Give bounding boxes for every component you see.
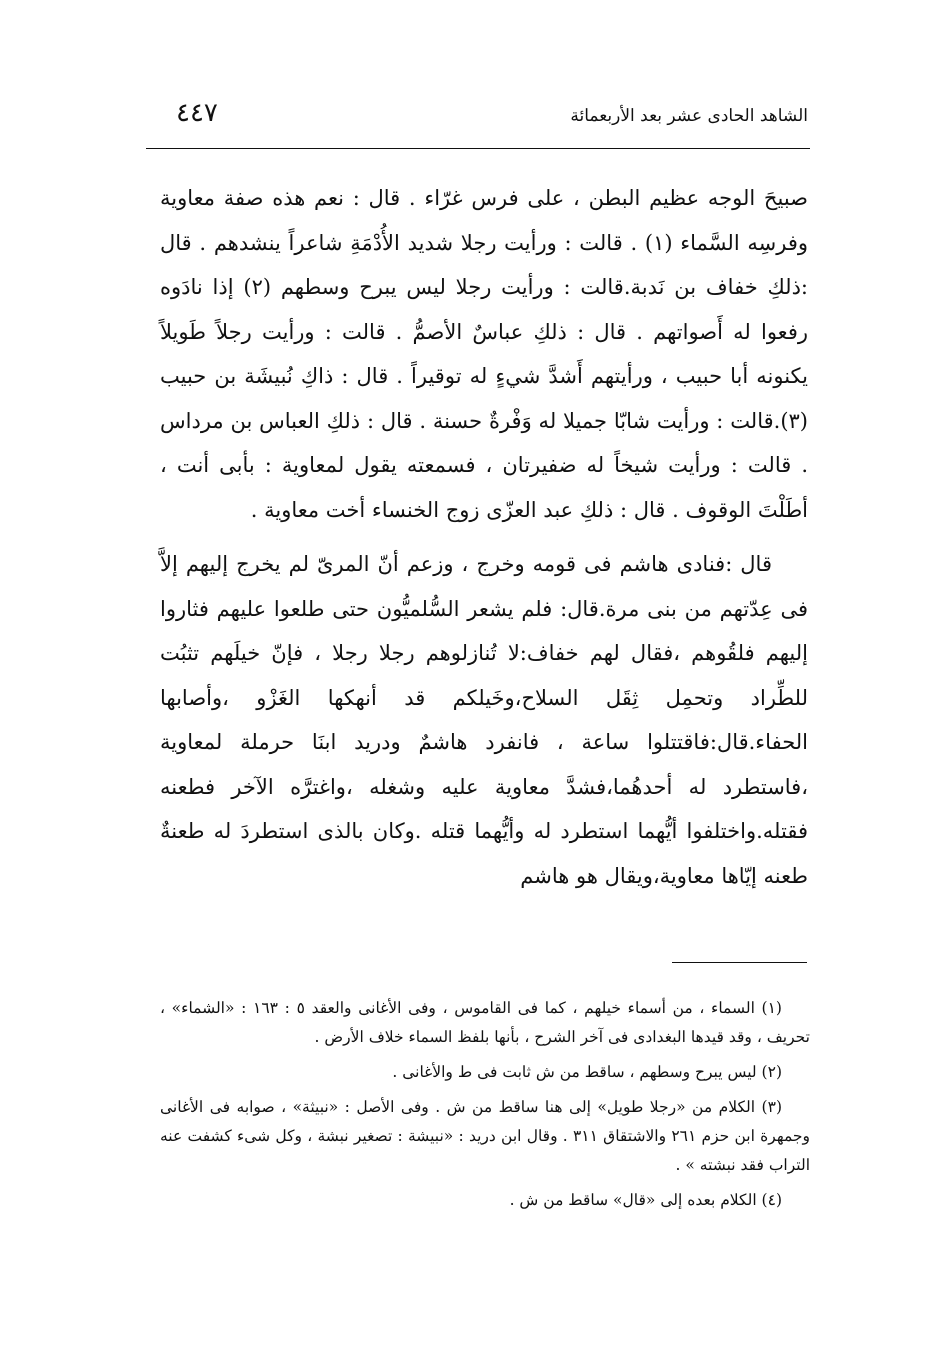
paragraph: صبيحَ الوجه عظيم البطن ، على فرس غرّاء . قال : نعم هذه صفة معاوية وفرسِه السَّماء (١) . قالت : ورأيت رجلا شديد الأُدْمَةِ شاعراً ينشدهم . قال :ذلكِ خفاف بن نَدبة.قالت : ورأيت رجلا ليس يبرح وسطهم (٢) إذا نادَوه رفعوا له أَصواتهم . قال : ذلكِ عباسٌ الأصمُّ . قالت : ورأيت رجلاً طَويلاً يكنونه أبا حبيب ، ورأيتهم أَشدَّ شيءٍ له توقيراً . قال : ذاكِ نُبيشَة بن حبيب (٣).قالت : ورأيت شابّا جميلا له وَفْرةٌ حسنة . قال : ذلكِ العباس بن مرداس . قالت : ورأيت شيخاً له ضفيرتان ، فسمعته يقول لمعاوية : بأبى أنت ، أطَلْتَ الوقوف . قال : ذلكِ عبد العزّى زوج الخنساء أخت معاوية . xyxy=(160,186,809,522)
footnote-4: (٤) الكلام بعده إلى «قال» ساقط من ش . xyxy=(509,1191,782,1209)
footnote-rule xyxy=(672,962,807,963)
footnotes xyxy=(160,994,810,1221)
paragraph: قال :فنادى هاشم فى قومه وخرج ، وزعم أنّ المرىّ لم يخرج إليهم إلاَّ فى عِدّتهم من بنى مرة.قال: فلم يشعر السُّلميُّون حتى طلعوا عليهم فثاروا إليهم فلقُوهم ،فقال لهم خفاف:لا تُنازلوهم رجلا رجلا ، فإنّ خيلَهم تثبُت للطِّراد وتحمِل ثِقَل السلاح،وخَيلكم قد أنهكها الغَزْو ،وأصابها الحفاء.قال:فاقتتلوا ساعة ، فانفرد هاشمٌ ودريد ابنَا حرملة لمعاوية ،فاستطرد له أحدهُما،فشدَّ معاوية عليه وشغله ،واغترَّه الآخر فطعنه فقتله.واختلفوا أيُّهما استطرد له وأيُّهما قتله .وكان بالذى استطردَ له طعنةٌ طعنه إيّاها معاوية،ويقال هو هاشم xyxy=(160,552,808,888)
footnote-1: (١) السماء ، من أسماء خيلهم ، كما فى القاموس ، وفى الأغانى والعقد ٥ : ١٦٣ : «الشماء» ، تحريف ، وقد قيدها البغدادى فى آخر الشرح ، بأنها بلفظ السماء خلاف الأرض . xyxy=(160,999,810,1046)
main-text xyxy=(160,176,808,898)
footnote-2: (٢) ليس يبرح وسطهم ، ساقط من ش ثابت فى ط والأغانى . xyxy=(392,1063,782,1081)
running-title: الشاهد الحادى عشر بعد الأربعمائة xyxy=(570,106,808,126)
page-header xyxy=(148,98,808,138)
header-rule xyxy=(146,148,810,149)
page-number: ٤٤٧ xyxy=(176,98,218,128)
footnote-3: (٣) الكلام من «رجلا طويل» إلى هنا ساقط من ش . وفى الأصل : «نبيثة» ، صوابه فى الأغانى وجمهرة ابن حزم ٢٦١ والاشتقاق ٣١١ . وقال ابن دريد : «نبيشة : تصغير نبشة ، وكل شىء كشفت عنه التراب فقد نبشته » . xyxy=(160,1098,810,1174)
